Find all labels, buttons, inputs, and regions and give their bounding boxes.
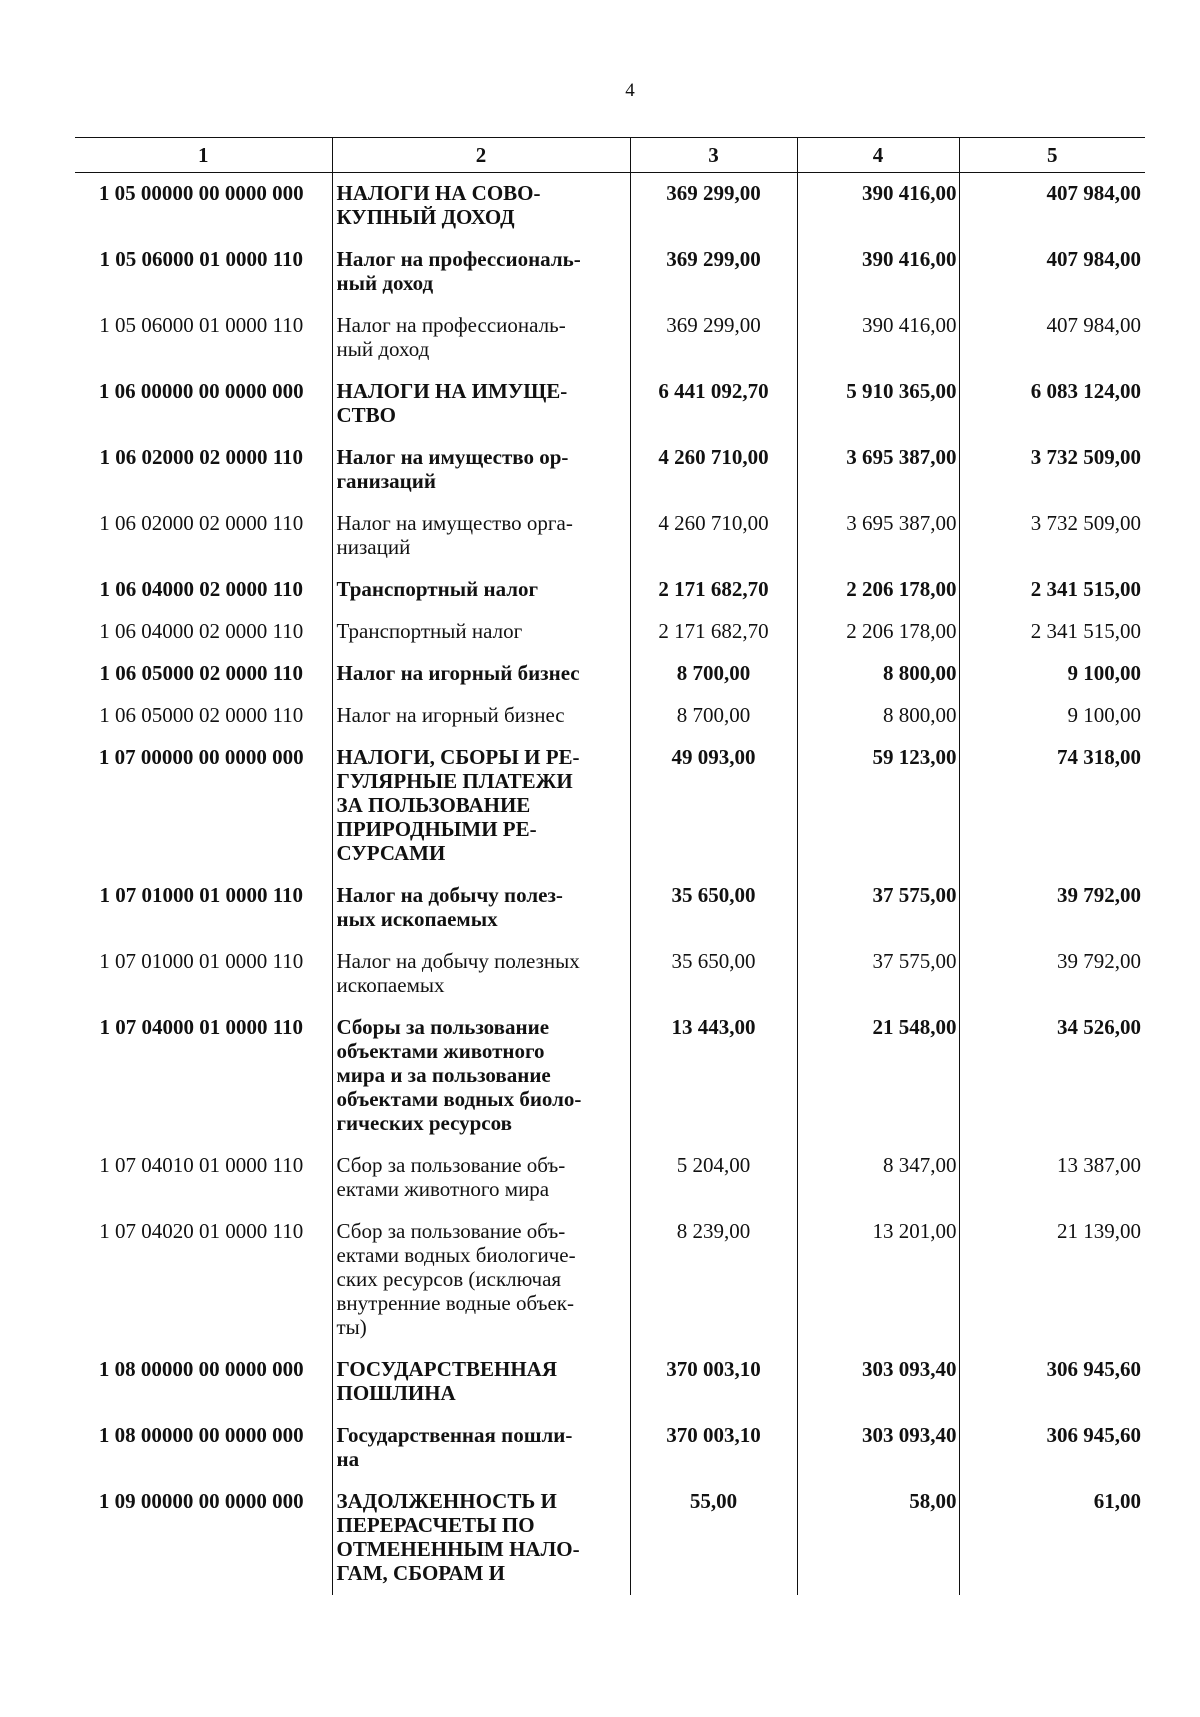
budget-code-cell: 1 06 05000 02 0000 110 xyxy=(99,661,304,685)
budget-code-cell: 1 08 00000 00 0000 000 xyxy=(98,1423,304,1447)
income-name-cell: Сбор за пользование объ- ектами животного мира xyxy=(332,1145,630,1211)
income-name-cell: НАЛОГИ НА СОВО- КУПНЫЙ ДОХОД xyxy=(332,173,630,240)
table-row xyxy=(75,653,1145,695)
table-row xyxy=(75,371,1145,437)
column-header-2: 2 xyxy=(332,138,630,173)
amount-col5-cell: 306 945,60 xyxy=(959,1349,1145,1415)
table-row xyxy=(75,611,1145,653)
amount-col3-cell: 370 003,10 xyxy=(630,1415,797,1481)
budget-code-cell: 1 06 00000 00 0000 000 xyxy=(98,379,304,403)
income-name-cell: Сборы за пользование объектами животного мира и за пользование объектами водных биоло- гических ресурсов xyxy=(332,1007,630,1145)
amount-col4-cell: 5 910 365,00 xyxy=(797,371,959,437)
income-name-cell: Транспортный налог xyxy=(332,569,630,611)
amount-col5-cell: 2 341 515,00 xyxy=(959,611,1145,653)
table-header-row xyxy=(75,138,1145,173)
budget-code-cell: 1 07 00000 00 0000 000 xyxy=(98,745,304,769)
income-name-cell: Налог на игорный бизнес xyxy=(332,653,630,695)
table-body xyxy=(75,173,1145,1596)
amount-col3-cell: 5 204,00 xyxy=(630,1145,797,1211)
budget-code-cell: 1 05 06000 01 0000 110 xyxy=(99,247,304,271)
amount-col3-cell: 49 093,00 xyxy=(630,737,797,875)
amount-col4-cell: 8 347,00 xyxy=(797,1145,959,1211)
column-header-1: 1 xyxy=(75,138,332,173)
amount-col4-cell: 2 206 178,00 xyxy=(797,569,959,611)
budget-code-cell: 1 09 00000 00 0000 000 xyxy=(98,1489,304,1513)
table-row xyxy=(75,503,1145,569)
budget-code-cell: 1 05 00000 00 0000 000 xyxy=(98,181,304,205)
table-row xyxy=(75,305,1145,371)
amount-col3-cell: 369 299,00 xyxy=(630,239,797,305)
table-row xyxy=(75,239,1145,305)
income-name-cell: ГОСУДАРСТВЕННАЯ ПОШЛИНА xyxy=(332,1349,630,1415)
budget-revenue-table xyxy=(75,137,1145,1595)
amount-col4-cell: 8 800,00 xyxy=(797,695,959,737)
amount-col5-cell: 6 083 124,00 xyxy=(959,371,1145,437)
amount-col5-cell: 9 100,00 xyxy=(959,653,1145,695)
table-row xyxy=(75,1007,1145,1145)
budget-code-cell: 1 07 04020 01 0000 110 xyxy=(99,1219,304,1243)
table-row xyxy=(75,569,1145,611)
amount-col4-cell: 37 575,00 xyxy=(797,941,959,1007)
amount-col4-cell: 13 201,00 xyxy=(797,1211,959,1349)
amount-col3-cell: 35 650,00 xyxy=(630,875,797,941)
amount-col4-cell: 390 416,00 xyxy=(797,305,959,371)
amount-col5-cell: 39 792,00 xyxy=(959,875,1145,941)
table-row xyxy=(75,437,1145,503)
amount-col3-cell: 8 239,00 xyxy=(630,1211,797,1349)
amount-col5-cell: 3 732 509,00 xyxy=(959,503,1145,569)
income-name-cell: Государственная пошли- на xyxy=(332,1415,630,1481)
amount-col4-cell: 303 093,40 xyxy=(797,1349,959,1415)
amount-col5-cell: 3 732 509,00 xyxy=(959,437,1145,503)
amount-col3-cell: 4 260 710,00 xyxy=(630,503,797,569)
amount-col4-cell: 390 416,00 xyxy=(797,239,959,305)
table-row xyxy=(75,1211,1145,1349)
column-header-4: 4 xyxy=(797,138,959,173)
table-row xyxy=(75,1145,1145,1211)
table-row xyxy=(75,695,1145,737)
income-name-cell: НАЛОГИ НА ИМУЩЕ- СТВО xyxy=(332,371,630,437)
income-name-cell: Транспортный налог xyxy=(332,611,630,653)
amount-col4-cell: 21 548,00 xyxy=(797,1007,959,1145)
income-name-cell: Налог на имущество ор- ганизаций xyxy=(332,437,630,503)
table-row xyxy=(75,1415,1145,1481)
amount-col5-cell: 39 792,00 xyxy=(959,941,1145,1007)
income-name-cell: Налог на добычу полез- ных ископаемых xyxy=(332,875,630,941)
table-row xyxy=(75,173,1145,240)
table-row xyxy=(75,1481,1145,1595)
amount-col3-cell: 55,00 xyxy=(630,1481,797,1595)
budget-code-cell: 1 06 04000 02 0000 110 xyxy=(99,619,304,643)
amount-col5-cell: 21 139,00 xyxy=(959,1211,1145,1349)
income-name-cell: Налог на профессиональ- ный доход xyxy=(332,239,630,305)
amount-col3-cell: 2 171 682,70 xyxy=(630,569,797,611)
budget-code-cell: 1 06 02000 02 0000 110 xyxy=(99,511,304,535)
budget-code-cell: 1 07 04000 01 0000 110 xyxy=(99,1015,304,1039)
amount-col4-cell: 303 093,40 xyxy=(797,1415,959,1481)
income-name-cell: Налог на профессиональ- ный доход xyxy=(332,305,630,371)
amount-col3-cell: 370 003,10 xyxy=(630,1349,797,1415)
amount-col5-cell: 61,00 xyxy=(959,1481,1145,1595)
budget-code-cell: 1 08 00000 00 0000 000 xyxy=(98,1357,304,1381)
income-name-cell: Сбор за пользование объ- ектами водных биологиче- ских ресурсов (исключая внутренние водные объек- ты) xyxy=(332,1211,630,1349)
amount-col4-cell: 2 206 178,00 xyxy=(797,611,959,653)
amount-col3-cell: 4 260 710,00 xyxy=(630,437,797,503)
amount-col4-cell: 8 800,00 xyxy=(797,653,959,695)
amount-col3-cell: 369 299,00 xyxy=(630,173,797,240)
amount-col4-cell: 58,00 xyxy=(797,1481,959,1595)
amount-col4-cell: 3 695 387,00 xyxy=(797,503,959,569)
amount-col5-cell: 407 984,00 xyxy=(959,239,1145,305)
income-name-cell: Налог на имущество орга- низаций xyxy=(332,503,630,569)
amount-col5-cell: 9 100,00 xyxy=(959,695,1145,737)
amount-col3-cell: 8 700,00 xyxy=(630,653,797,695)
amount-col3-cell: 6 441 092,70 xyxy=(630,371,797,437)
amount-col5-cell: 2 341 515,00 xyxy=(959,569,1145,611)
amount-col3-cell: 35 650,00 xyxy=(630,941,797,1007)
amount-col4-cell: 37 575,00 xyxy=(797,875,959,941)
amount-col3-cell: 8 700,00 xyxy=(630,695,797,737)
budget-code-cell: 1 06 04000 02 0000 110 xyxy=(99,577,304,601)
budget-code-cell: 1 07 01000 01 0000 110 xyxy=(99,883,304,907)
budget-code-cell: 1 06 05000 02 0000 110 xyxy=(99,703,304,727)
amount-col5-cell: 306 945,60 xyxy=(959,1415,1145,1481)
column-header-5: 5 xyxy=(959,138,1145,173)
amount-col4-cell: 59 123,00 xyxy=(797,737,959,875)
amount-col3-cell: 369 299,00 xyxy=(630,305,797,371)
amount-col4-cell: 390 416,00 xyxy=(797,173,959,240)
income-name-cell: ЗАДОЛЖЕННОСТЬ И ПЕРЕРАСЧЕТЫ ПО ОТМЕНЕННЫМ НАЛО- ГАМ, СБОРАМ И xyxy=(332,1481,630,1595)
amount-col3-cell: 2 171 682,70 xyxy=(630,611,797,653)
income-name-cell: Налог на игорный бизнес xyxy=(332,695,630,737)
budget-code-cell: 1 05 06000 01 0000 110 xyxy=(99,313,304,337)
table-row xyxy=(75,875,1145,941)
amount-col4-cell: 3 695 387,00 xyxy=(797,437,959,503)
amount-col5-cell: 407 984,00 xyxy=(959,305,1145,371)
amount-col5-cell: 13 387,00 xyxy=(959,1145,1145,1211)
budget-code-cell: 1 07 01000 01 0000 110 xyxy=(99,949,304,973)
amount-col3-cell: 13 443,00 xyxy=(630,1007,797,1145)
amount-col5-cell: 74 318,00 xyxy=(959,737,1145,875)
income-name-cell: НАЛОГИ, СБОРЫ И РЕ- ГУЛЯРНЫЕ ПЛАТЕЖИ ЗА ПОЛЬЗОВАНИЕ ПРИРОДНЫМИ РЕ- СУРСАМИ xyxy=(332,737,630,875)
table-row xyxy=(75,1349,1145,1415)
page-number: 4 xyxy=(625,80,635,101)
table-row xyxy=(75,941,1145,1007)
budget-code-cell: 1 06 02000 02 0000 110 xyxy=(99,445,304,469)
income-name-cell: Налог на добычу полезных ископаемых xyxy=(332,941,630,1007)
column-header-3: 3 xyxy=(630,138,797,173)
amount-col5-cell: 407 984,00 xyxy=(959,173,1145,240)
budget-code-cell: 1 07 04010 01 0000 110 xyxy=(99,1153,304,1177)
amount-col5-cell: 34 526,00 xyxy=(959,1007,1145,1145)
table-row xyxy=(75,737,1145,875)
